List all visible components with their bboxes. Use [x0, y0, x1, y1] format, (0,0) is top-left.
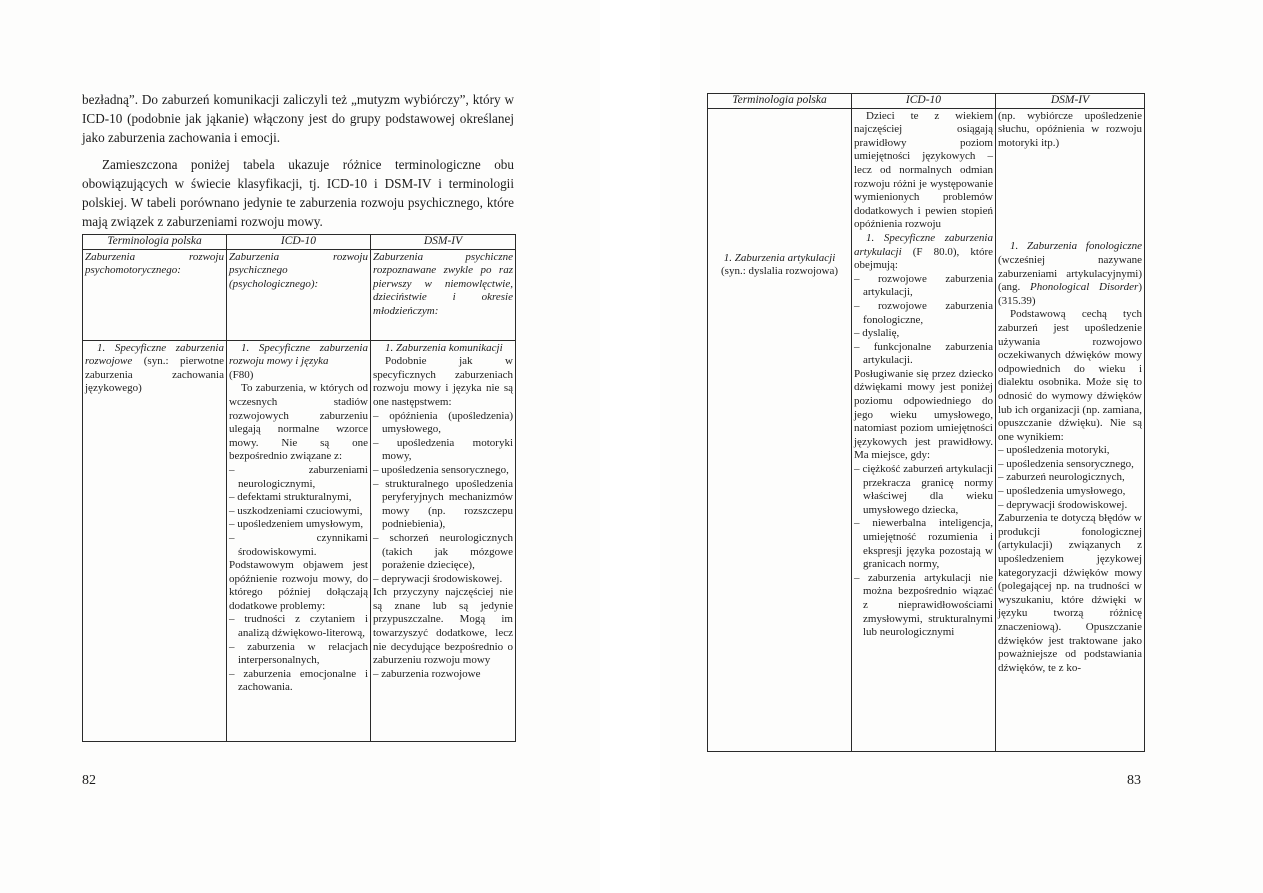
synonym-text: (syn.: pierwotne zaburzenia zachowania językowego)	[85, 355, 224, 395]
symptom-list	[998, 444, 1142, 512]
cell-icd10	[852, 108, 996, 751]
symptom-list	[229, 464, 368, 559]
table-row	[83, 340, 516, 741]
header-polish: Terminologia polska	[83, 235, 227, 250]
cell-paragraph: Ich przyczyny najczęściej nie są znane lub są jedynie przypuszczalne. Mogą im towarzyszyć dodatkowe, lecz nie decydujące bezpośrednio o zaburzeniu rozwoju mowy	[373, 586, 513, 667]
disorder-title: 1. Zaburzenia komunikacji	[385, 341, 503, 354]
header-dsm4: DSM-IV	[371, 235, 516, 250]
disorder-title: 1. Zaburzenia fonologiczne	[1010, 240, 1142, 253]
symptom-list	[373, 668, 513, 682]
list-item: – upośledzenia motoryki mowy,	[373, 437, 513, 464]
cell-paragraph: Zaburzenia te dotyczą błędów w produkcji fonologicznej (artykulacji) związanych z upośledzeniem językowej kategoryzacji dźwięków mowy (polegającej np. na trudności w wyszukaniu, które dźwięki w języku tworzą różnicę znaczeniową). Opuszczanie dźwięków jest traktowane jako poważniejsze od podstawiania dźwięków, te z ko-	[998, 512, 1142, 674]
symptom-list	[373, 410, 513, 587]
list-item: – zaburzeniami neurologicznymi,	[229, 464, 368, 491]
page-number-left: 82	[82, 773, 96, 788]
cell-dsm4: Zaburzenia psychiczne rozpoznawane zwykle po raz pierwszy w niemowlęctwie, dzieciństwie i okresie młodzieńczym:	[371, 249, 516, 340]
icd-code: (F 80.0), które obejmują:	[854, 245, 994, 272]
list-item: – deprywacji środowiskowej.	[373, 573, 513, 587]
cell-paragraph: Podstawową cechą tych zaburzeń jest upośledzenie używania rozwojowo oczekiwanych dźwięków mowy odpowiednich do wieku i dialektu osobnika. Może się to odnosić do wymowy dźwięków lub ich organizacji (np. zamiana, opuszczanie dźwięku). Nie są one wynikiem:	[998, 308, 1142, 443]
list-item: – deprywacji środowiskowej.	[998, 499, 1142, 513]
list-item: – zaburzeń neurologicznych,	[998, 471, 1142, 485]
synonym-text: (syn.: dyslalia rozwojowa)	[721, 265, 838, 278]
cell-paragraph: Podobnie jak w specyficznych zaburzeniach rozwoju mowy i języka nie są one następstwem:	[373, 355, 513, 408]
cell-icd10	[227, 340, 371, 741]
list-item: – ciężkość zaburzeń artykulacji przekracza granicę normy właściwej dla wieku umysłowego dziecka,	[854, 463, 993, 517]
table-header-row	[83, 235, 516, 250]
cell-icd10: Zaburzenia rozwoju psychicznego (psychologicznego):	[227, 249, 371, 340]
icd-code: (F80)	[229, 368, 254, 381]
list-item: – upośledzenia motoryki,	[998, 444, 1142, 458]
cell-dsm4	[371, 340, 516, 741]
list-item: – trudności z czytaniem i analizą dźwiękowo-literową,	[229, 613, 368, 640]
symptom-list	[854, 463, 993, 640]
intro-paragraph-2: Zamieszczona poniżej tabela ukazuje różnice terminologiczne obu obowiązujących w świecie klasyfikacji, tj. ICD-10 i DSM-IV i terminologii polskiej. W tabeli porównano jedynie te zaburzenia rozwoju psychicznego, które mają związek z zaburzeniami rozwoju mowy.	[82, 157, 514, 229]
list-item: – upośledzenia sensorycznego,	[373, 464, 513, 478]
disorder-title: 1. Specyficzne zaburzenia rozwoju mowy i języka	[229, 341, 368, 368]
header-dsm4: DSM-IV	[996, 94, 1145, 109]
cell-paragraph: Dzieci te z wiekiem najczęściej osiągają prawidłowy poziom umiejętności językowych – lecz od normalnych odmian rozwoju różni je występowanie wymienionych problemów dodatkowych i pewien stopień opóźnienia rozwoju	[854, 109, 993, 231]
symptom-list	[229, 613, 368, 695]
dsm-description: (wcześniej nazywane zaburzeniami artykulacyjnymi) (ang.	[998, 253, 1142, 294]
cell-polish: Zaburzenia rozwoju psychomotorycznego:	[83, 249, 227, 340]
disorder-title: 1. Zaburzenia artykulacji	[723, 251, 836, 264]
list-item: – rozwojowe zaburzenia fonologiczne,	[854, 300, 993, 327]
table-row	[83, 249, 516, 340]
header-icd10: ICD-10	[227, 235, 371, 250]
cell-dsm4	[996, 108, 1145, 751]
cell-polish	[83, 340, 227, 741]
list-item: – zaburzenia emocjonalne i zachowania.	[229, 668, 368, 695]
dsm-code: ) (315.39)	[998, 281, 1142, 307]
table-row	[708, 108, 1145, 751]
list-item: – opóźnienia (upośledzenia) umysłowego,	[373, 410, 513, 437]
header-icd10: ICD-10	[852, 94, 996, 109]
list-item: – upośledzenia sensorycznego,	[998, 458, 1142, 472]
list-item: – strukturalnego upośledzenia peryferyjnych mechanizmów mowy (np. rozszczepu podniebienia),	[373, 478, 513, 532]
symptom-list	[854, 273, 993, 368]
list-item: – zaburzenia rozwojowe	[373, 668, 513, 682]
cell-paragraph: (np. wybiórcze upośledzenie słuchu, opóźnienia w rozwoju motoryki itp.)	[998, 109, 1142, 149]
intro-paragraph-1: bezładną”. Do zaburzeń komunikacji zaliczyli też „mutyzm wybiórczy”, który w ICD-10 (podobnie jak jąkanie) włączony jest do grupy podstawowej określanej jako zaburzenia zachowania i emocji.	[82, 92, 514, 145]
list-item: – schorzeń neurologicznych (takich jak mózgowe porażenie dziecięce),	[373, 532, 513, 573]
english-term: Phonological Disorder	[1030, 281, 1139, 294]
list-item: – zaburzenia w relacjach interpersonalnych,	[229, 641, 368, 668]
list-item: – upośledzeniem umysłowym,	[229, 518, 368, 532]
disorder-title: 1. Specyficzne zaburzenia rozwojowe	[85, 341, 224, 368]
disorder-title: 1. Specyficzne zaburzenia artykulacji	[854, 231, 993, 258]
header-polish: Terminologia polska	[708, 94, 852, 109]
left-page	[0, 0, 600, 893]
left-comparison-table	[82, 234, 516, 742]
book-gutter	[600, 0, 660, 893]
list-item: – czynnikami środowiskowymi.	[229, 532, 368, 559]
list-item: – funkcjonalne zaburzenia artykulacji.	[854, 341, 993, 368]
cell-paragraph: To zaburzenia, w których od wczesnych stadiów rozwojowych zaburzeniu ulegają normalne wzorce mowy. Nie są one bezpośrednio związane z:	[229, 382, 368, 463]
cell-paragraph: Podstawowym objawem jest opóźnienie rozwoju mowy, do którego później dołączają dodatkowe problemy:	[229, 559, 368, 612]
table-header-row	[708, 94, 1145, 109]
cell-polish	[708, 108, 852, 751]
page-number-right: 83	[1127, 773, 1141, 788]
right-comparison-table	[707, 93, 1145, 752]
list-item: – uszkodzeniami czuciowymi,	[229, 505, 368, 519]
list-item: – niewerbalna inteligencja, umiejętność rozumienia i ekspresji języka pozostają w granicach normy,	[854, 517, 993, 571]
list-item: – upośledzenia umysłowego,	[998, 485, 1142, 499]
list-item: – defektami strukturalnymi,	[229, 491, 368, 505]
list-item: – zaburzenia artykulacji nie można bezpośrednio wiązać z nieprawidłowościami zmysłowymi, strukturalnymi lub neurologicznymi	[854, 572, 993, 640]
cell-paragraph: Posługiwanie się przez dziecko dźwiękami mowy jest poniżej poziomu odpowiedniego do jego wieku umysłowego, natomiast poziom umiejętności językowych jest prawidłowy. Ma miejsce, gdy:	[854, 367, 993, 462]
list-item: – dyslalię,	[854, 327, 993, 341]
list-item: – rozwojowe zaburzenia artykulacji,	[854, 273, 993, 300]
intro-text	[82, 90, 514, 231]
